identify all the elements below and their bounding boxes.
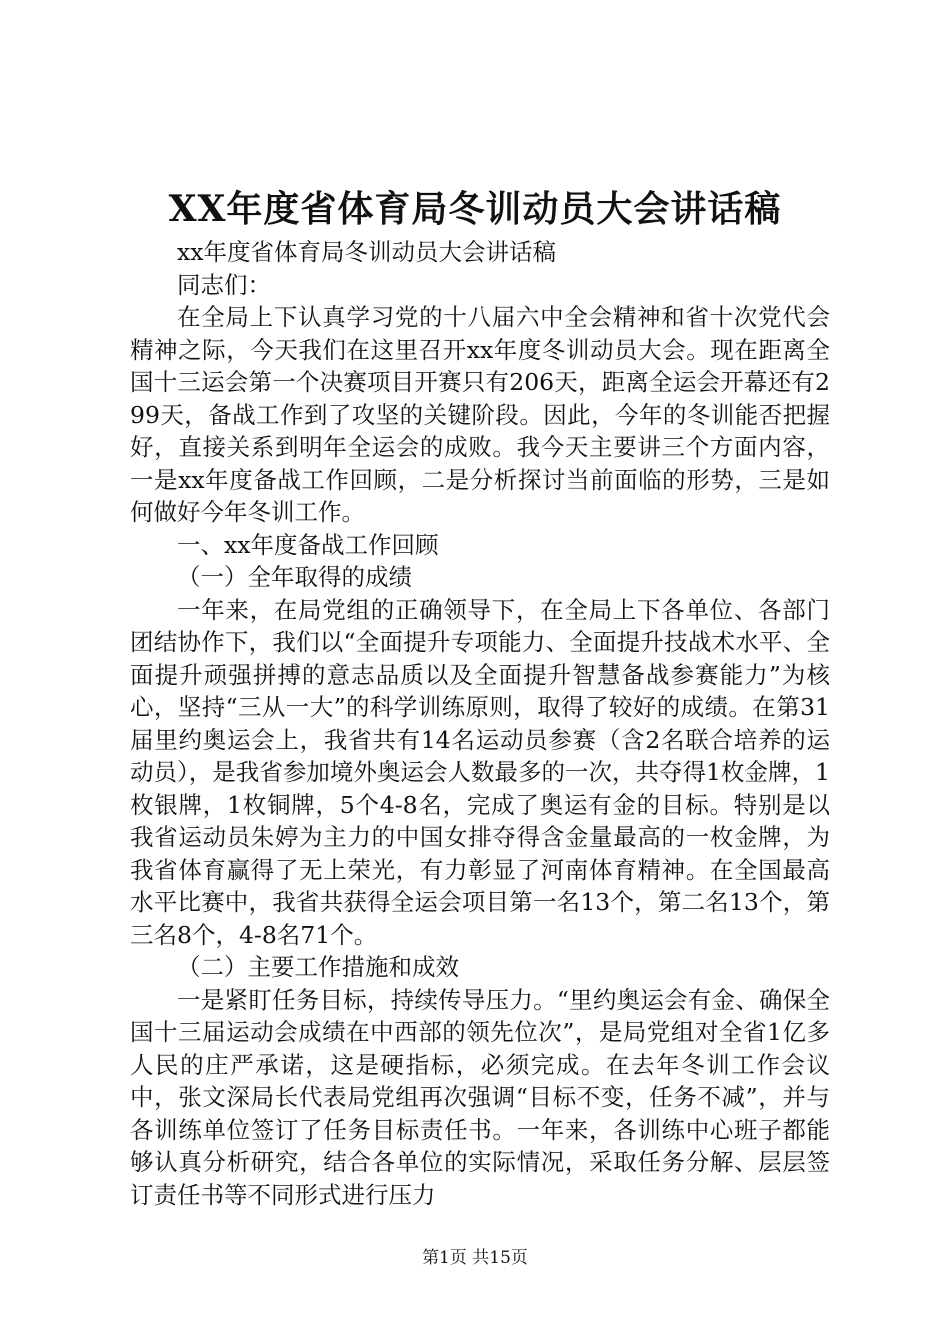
subtitle-paragraph: xx年度省体育局冬训动员大会讲话稿 bbox=[177, 238, 557, 266]
page-footer: 第1页 共15页 bbox=[422, 1248, 528, 1268]
section-heading: 一、xx年度备战工作回顾 bbox=[177, 530, 439, 559]
salutation-paragraph: 同志们： bbox=[177, 270, 271, 299]
intro-paragraph: 在全局上下认真学习党的十八届六中全会精神和省十次党代会精神之际，今天我们在这里召开xx年度冬训动员大会。现在距离全国十三运会第一个决赛项目开赛只有206天，距离全运会开幕还有299天，备战工作到了攻坚的关键阶段。因此，今年的冬训能否把握好，直接关系到明年全运会的成败。我今天主要讲三个方面内容，一是xx年度备战工作回顾，二是分析探讨当前面临的形势，三是如何做好今年冬训工作。 bbox=[130, 303, 830, 526]
achievements-paragraph: 一年来，在局党组的正确领导下，在全局上下各单位、各部门团结协作下，我们以“全面提升专项能力、全面提升技战术水平、全面提升顽强拼搏的意志品质以及全面提升智慧备战参赛能力”为核心，坚持“三从一大”的科学训练原则，取得了较好的成绩。在第31届里约奥运会上，我省共有14名运动员参赛（含2名联合培养的运动员），是我省参加境外奥运会人数最多的一次，共夺得1枚金牌，1枚银牌，1枚铜牌，5个4-8名，完成了奥运有金的目标。特别是以我省运动员朱婷为主力的中国女排夺得含金量最高的一枚金牌，为我省体育赢得了无上荣光，有力彰显了河南体育精神。在全国最高水平比赛中，我省共获得全运会项目第一名13个，第二名13个，第三名8个，4-8名71个。 bbox=[130, 595, 830, 949]
document-title: XX年度省体育局冬训动员大会讲话稿 bbox=[168, 188, 782, 230]
measures-paragraph: 一是紧盯任务目标，持续传导压力。“里约奥运会有金、确保全国十三届运动会成绩在中西部的领先位次”，是局党组对全省1亿多人民的庄严承诺，这是硬指标，必须完成。在去年冬训工作会议中，张文深局长代表局党组再次强调“目标不变，任务不减”，并与各训练单位签订了任务目标责任书。一年来，各训练中心班子都能够认真分析研究，结合各单位的实际情况，采取任务分解、层层签订责任书等不同形式进行压力 bbox=[130, 985, 830, 1209]
subsection-heading-measures: （二）主要工作措施和成效 bbox=[177, 953, 459, 981]
document-body bbox=[130, 236, 830, 1211]
subsection-heading-achievements: （一）全年取得的成绩 bbox=[177, 563, 412, 591]
